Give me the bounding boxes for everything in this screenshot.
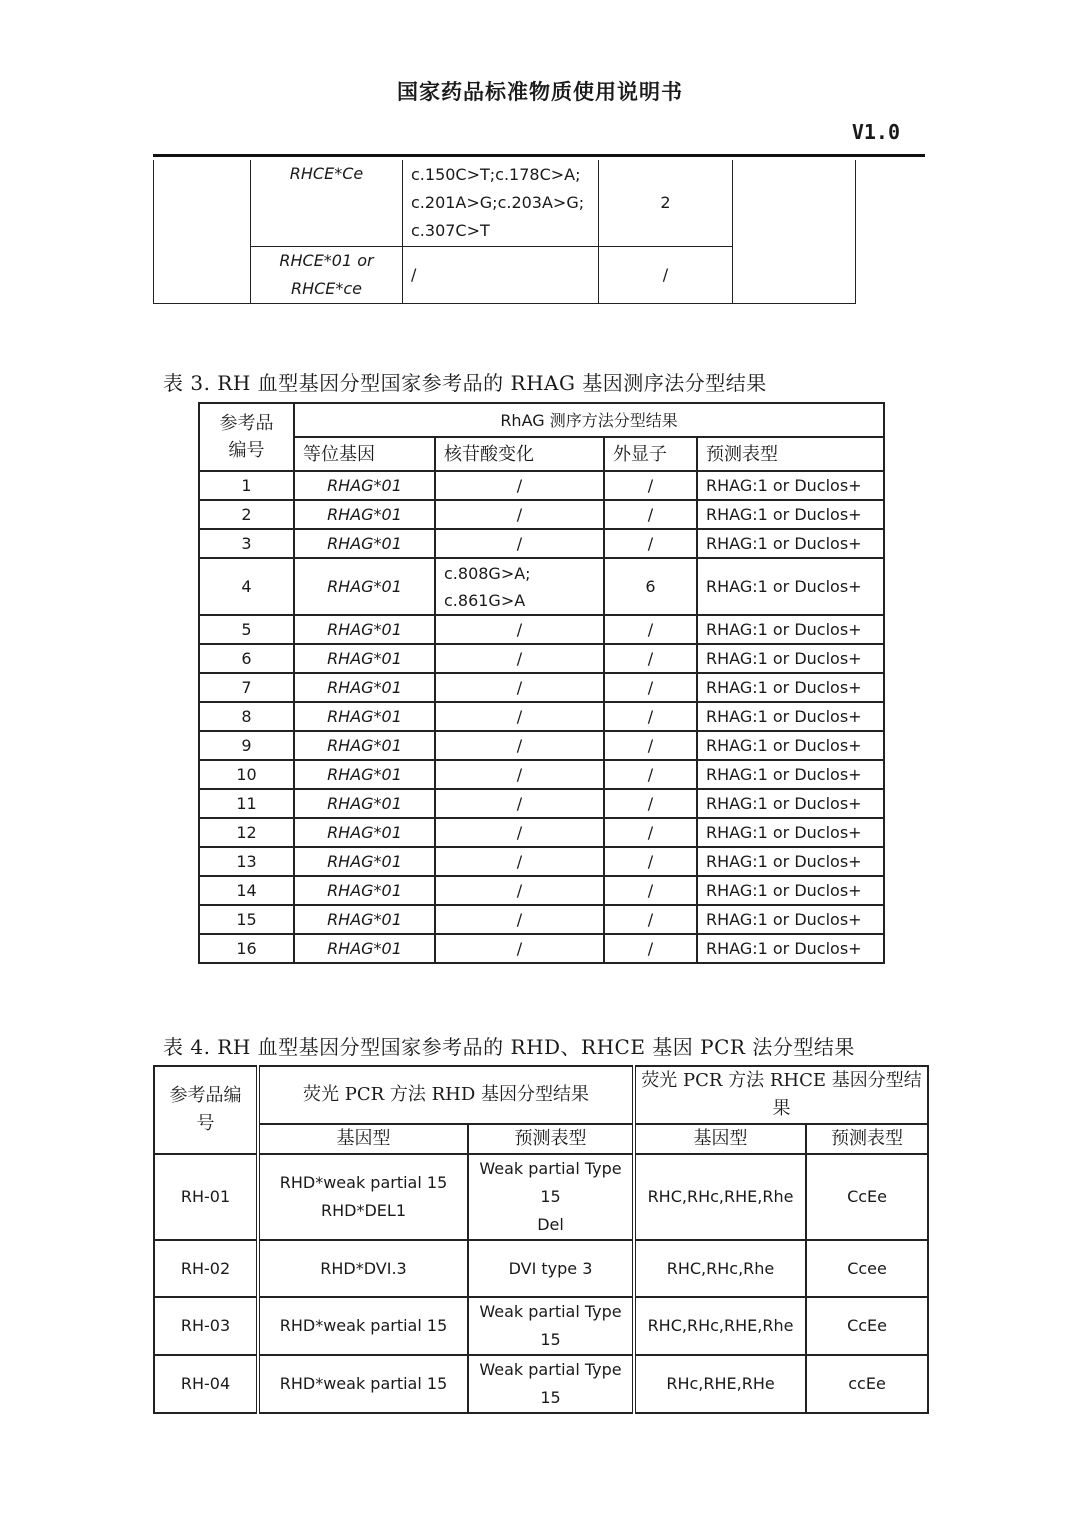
rhce-phenotype-header: 预测表型 [806,1124,928,1154]
phenotype-cell: RHAG:1 or Duclos+ [697,529,884,558]
table-row [199,760,884,789]
ref-no-cell: 12 [199,818,294,847]
table-row [154,1154,928,1240]
phenotype-cell: RHAG:1 or Duclos+ [697,644,884,673]
allele-header: 等位基因 [294,437,435,471]
exon-cell: / [604,615,697,644]
exon-cell: / [604,500,697,529]
exon-cell: / [604,644,697,673]
allele-cell: RHAG*01 [294,500,435,529]
allele-cell: RHAG*01 [294,818,435,847]
rhd-phenotype-header: 预测表型 [468,1124,634,1154]
ref-no-cell: 5 [199,615,294,644]
cell-line: RHD*weak partial 15 [279,1316,448,1335]
table-row [199,702,884,731]
exon-cell: / [604,876,697,905]
ref-no-cell: 11 [199,789,294,818]
cell-line: RHD*weak partial 15 [279,1374,448,1393]
ref-id-cell: RH-02 [154,1240,258,1297]
exon-cell: / [599,246,733,303]
cell-line: 15 [540,1187,561,1206]
ref-id-cell: RH-03 [154,1297,258,1355]
empty-cell [733,160,856,303]
table-row [199,789,884,818]
exon-cell: / [604,818,697,847]
allele-cell: RHAG*01 [294,644,435,673]
variant-line: c.201A>G;c.203A>G; [411,192,585,212]
ref-id-cell: RH-01 [154,1154,258,1240]
ref-no-cell: 7 [199,673,294,702]
pcr-table [153,1065,929,1414]
rhd-genotype-cell [258,1240,468,1297]
table-row [199,673,884,702]
exon-cell: / [604,673,697,702]
header-line: 编号 [228,440,265,461]
table-row [154,1297,928,1355]
phenotype-cell: RHAG:1 or Duclos+ [697,673,884,702]
exon-cell: 2 [599,160,733,246]
table-row [199,818,884,847]
table-header-row [154,1066,928,1124]
phenotype-cell: RHAG:1 or Duclos+ [697,731,884,760]
allele-cell: RHAG*01 [294,731,435,760]
header-line: 号 [196,1113,215,1134]
ref-id-cell: RH-04 [154,1355,258,1413]
exon-cell: / [604,789,697,818]
allele-cell: RHAG*01 [294,673,435,702]
rhce-genotype-cell: RHC,RHc,Rhe [634,1240,806,1297]
table4-caption: 表 4. RH 血型基因分型国家参考品的 RHD、RHCE 基因 PCR 法分型结果 [163,1035,855,1059]
phenotype-cell: RHAG:1 or Duclos+ [697,615,884,644]
rhd-phenotype-cell [468,1297,634,1355]
rhce-genotype-header: 基因型 [634,1124,806,1154]
rhce-phenotype-cell: CcEe [806,1154,928,1240]
phenotype-cell: RHAG:1 or Duclos+ [697,789,884,818]
exon-cell: / [604,731,697,760]
table-row [199,615,884,644]
rhag-table [198,402,885,964]
exon-cell: / [604,702,697,731]
allele-cell: RHAG*01 [294,789,435,818]
cell-line: Weak partial Type [479,1302,622,1321]
continued-table [153,160,856,304]
rhd-genotype-cell [258,1297,468,1355]
exon-cell: 6 [604,558,697,615]
cell-line: RHD*DEL1 [321,1201,406,1220]
nucleotide-cell [435,673,604,702]
allele-cell: RHAG*01 [294,934,435,963]
ref-no-cell: 10 [199,760,294,789]
cell-line: / [516,505,523,524]
rhce-phenotype-cell: ccEe [806,1355,928,1413]
nucleotide-cell [435,934,604,963]
allele-cell: RHAG*01 [294,529,435,558]
nucleotide-cell [435,644,604,673]
nucleotide-header: 核苷酸变化 [435,437,604,471]
allele-cell [251,246,403,303]
nucleotide-cell [435,615,604,644]
header-rule [153,154,925,157]
ref-no-cell: 4 [199,558,294,615]
table-header-row [199,403,884,437]
allele-line: RHCE*ce [290,278,363,298]
rhd-phenotype-cell [468,1154,634,1240]
ref-no-header [199,403,294,471]
table-row [199,500,884,529]
cell-line: Del [537,1215,564,1234]
rhce-genotype-cell: RHC,RHc,RHE,Rhe [634,1154,806,1240]
phenotype-header: 预测表型 [697,437,884,471]
rhce-phenotype-cell: CcEe [806,1297,928,1355]
nucleotide-cell [435,847,604,876]
cell-line: 15 [540,1388,561,1407]
allele-cell: RHAG*01 [294,876,435,905]
nucleotide-cell [435,500,604,529]
cell-line: RHD*DVI.3 [320,1258,407,1278]
table-row [199,934,884,963]
phenotype-cell: RHAG:1 or Duclos+ [697,818,884,847]
table-header-row [199,437,884,471]
nucleotide-cell [435,760,604,789]
allele-cell: RHCE*Ce [251,160,403,246]
rhd-phenotype-cell [468,1355,634,1413]
phenotype-cell: RHAG:1 or Duclos+ [697,760,884,789]
table-row [199,529,884,558]
phenotype-cell: RHAG:1 or Duclos+ [697,558,884,615]
cell-line: DVI type 3 [508,1258,593,1278]
header-line: 参考品 [219,413,274,434]
ref-no-cell: 2 [199,500,294,529]
allele-cell: RHAG*01 [294,615,435,644]
allele-cell: RHAG*01 [294,558,435,615]
exon-cell: / [604,760,697,789]
cell-line: c.861G>A [444,590,526,610]
phenotype-cell: RHAG:1 or Duclos+ [697,702,884,731]
phenotype-cell: RHAG:1 or Duclos+ [697,471,884,500]
cell-line: / [516,765,523,784]
cell-line: Weak partial Type [479,1360,622,1379]
ref-no-cell: 15 [199,905,294,934]
ref-no-cell: 3 [199,529,294,558]
cell-line: / [516,939,523,958]
version-label: V1.0 [851,120,900,144]
exon-cell: / [604,934,697,963]
phenotype-cell: RHAG:1 or Duclos+ [697,905,884,934]
rhd-group-header: 荧光 PCR 方法 RHD 基因分型结果 [258,1066,634,1124]
rhce-group-header: 荧光 PCR 方法 RHCE 基因分型结果 [634,1066,928,1124]
cell-line: c.808G>A; [444,563,531,583]
ref-no-cell: 13 [199,847,294,876]
ref-no-cell: 1 [199,471,294,500]
ref-no-cell: 8 [199,702,294,731]
rhd-genotype-header: 基因型 [258,1124,468,1154]
nucleotide-cell [435,558,604,615]
allele-cell: RHAG*01 [294,760,435,789]
phenotype-cell: RHAG:1 or Duclos+ [697,876,884,905]
rhce-genotype-cell: RHC,RHc,RHE,Rhe [634,1297,806,1355]
header-line: 参考品编 [169,1085,242,1106]
document-title: 国家药品标准物质使用说明书 [397,80,683,104]
nucleotide-cell [435,905,604,934]
cell-line: 15 [540,1330,561,1349]
phenotype-cell: RHAG:1 or Duclos+ [697,934,884,963]
cell-line: / [516,910,523,929]
rhce-phenotype-cell: Ccee [806,1240,928,1297]
exon-header: 外显子 [604,437,697,471]
nucleotide-cell [435,731,604,760]
ref-no-cell: 14 [199,876,294,905]
table-row [199,905,884,934]
table-header-row [154,1124,928,1154]
nucleotide-cell [435,876,604,905]
allele-cell: RHAG*01 [294,905,435,934]
allele-line: RHCE*01 or [279,250,374,270]
nucleotide-cell [435,818,604,847]
allele-cell: RHAG*01 [294,471,435,500]
rhd-genotype-cell [258,1154,468,1240]
cell-line: Weak partial Type [479,1159,622,1178]
table-row [199,558,884,615]
cell-line: / [516,476,523,495]
table-row [154,1355,928,1413]
nucleotide-cell [435,529,604,558]
phenotype-cell: RHAG:1 or Duclos+ [697,847,884,876]
exon-cell: / [604,471,697,500]
nucleotide-cell [435,702,604,731]
ref-no-cell: 6 [199,644,294,673]
cell-line: / [516,736,523,755]
variant-cell [403,160,599,246]
allele-cell: RHAG*01 [294,702,435,731]
rhag-table-body [199,471,884,963]
exon-cell: / [604,529,697,558]
cell-line: / [516,881,523,900]
rhd-genotype-cell [258,1355,468,1413]
variant-cell: / [403,246,599,303]
exon-cell: / [604,847,697,876]
table-row [199,847,884,876]
table-row [199,471,884,500]
group-header: RhAG 测序方法分型结果 [294,403,884,437]
nucleotide-cell [435,789,604,818]
cell-line: / [516,794,523,813]
ref-no-header [154,1066,258,1154]
allele-cell: RHAG*01 [294,847,435,876]
phenotype-cell: RHAG:1 or Duclos+ [697,500,884,529]
table-row [154,1240,928,1297]
table-row [199,644,884,673]
variant-line: c.307C>T [411,220,490,240]
rhce-genotype-cell: RHc,RHE,RHe [634,1355,806,1413]
cell-line: / [516,649,523,668]
nucleotide-cell [435,471,604,500]
table-row [199,731,884,760]
cell-line: RHD*weak partial 15 [279,1173,448,1192]
cell-line: / [516,852,523,871]
cell-line: / [516,678,523,697]
cell-line: / [516,534,523,553]
pcr-table-body [154,1154,928,1413]
exon-cell: / [604,905,697,934]
variant-line: c.150C>T;c.178C>A; [411,164,581,184]
rhd-phenotype-cell [468,1240,634,1297]
table3-caption: 表 3. RH 血型基因分型国家参考品的 RHAG 基因测序法分型结果 [163,371,767,395]
cell-line: / [516,707,523,726]
empty-cell [154,160,251,303]
ref-no-cell: 16 [199,934,294,963]
cell-line: / [516,620,523,639]
ref-no-cell: 9 [199,731,294,760]
cell-line: / [516,823,523,842]
table-row [199,876,884,905]
table-row [154,160,856,246]
